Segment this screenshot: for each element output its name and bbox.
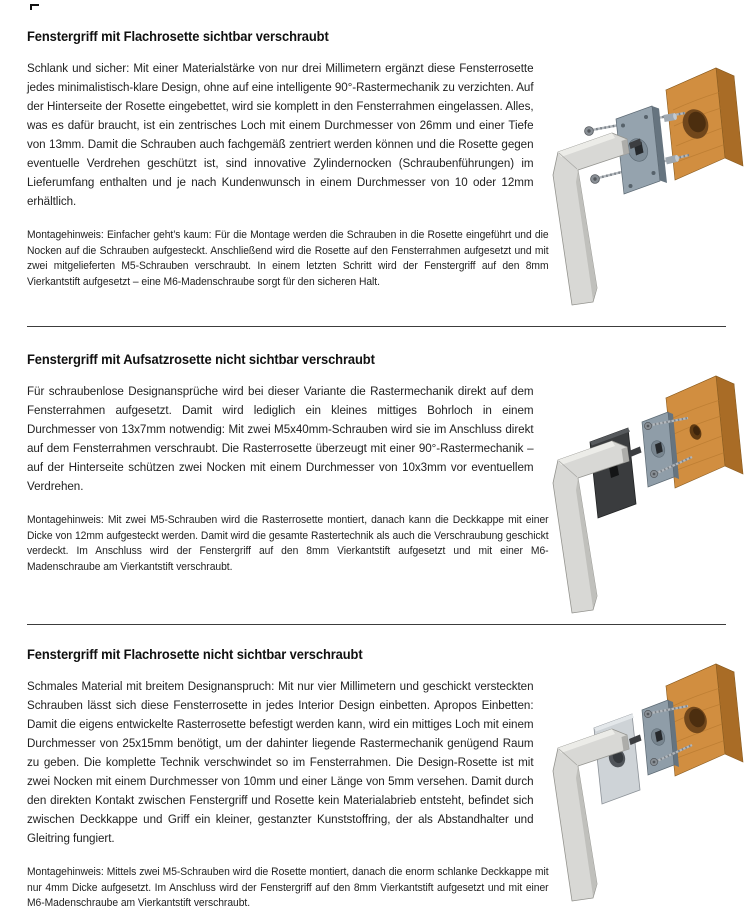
section-divider <box>27 326 726 327</box>
exploded-view-illustration-3 <box>536 652 746 912</box>
montage-note: Montagehinweis: Einfacher geht’s kaum: Für die Montage werden die Schrauben in die Rosette eingeführt und die Nocken auf die Schrauben aufgesteckt. Anschließend wird die Rosette auf den Fensterrahmen aufgesetzt und mit zwei mitgelieferten M5-Schrauben verschraubt. In einem letzten Schritt wird der Fenstergriff auf den 8mm Vierkantstift aufgesetzt – eine M6-Madenschraube sorgt für den sicheren Halt. <box>27 229 549 288</box>
page-corner-mark <box>30 4 39 10</box>
section-heading: Fenstergriff mit Flachrosette sichtbar verschraubt <box>27 29 329 44</box>
exploded-view-aufsatzrosette <box>536 364 746 624</box>
section-body: Für schraubenlose Designansprüche wird bei dieser Variante die Rastermechanik direkt auf dem Fensterrahmen aufgesetzt. Damit wird lediglich ein kleines mittiges Bohrloch in einem Durchmesser von 13x7mm notwendig: Mit zwei M5x40mm-Schrauben wird sie im Anschluss direkt auf dem Fensterrahmen verschraubt. Die Rasterrosette überzeugt mit einer 90°-Rastermechanik – auf der Hinterseite schützen zwei Nocken mit einem Durchmesser von 10x3mm vor eventuellem Verdrehen. <box>27 384 534 493</box>
exploded-view-illustration-1 <box>536 56 746 316</box>
window-handle <box>553 133 629 305</box>
square-spindle <box>629 447 642 458</box>
exploded-view-flachrosette-unsichtbar <box>536 652 746 912</box>
exploded-view-illustration-2 <box>536 364 746 624</box>
section-divider <box>27 624 726 625</box>
section-body: Schmales Material mit breitem Designanspruch: Mit nur vier Millimetern und geschickt versteckten Schrauben lässt sich diese Fensterrosette in jedes Interior Design einbetten. Apropos Einbetten: Damit die eigens entwickelte Rasterrosette befestigt werden kann, wird ein mittiges Loch mit einem Durchmesser von 25x15mm benötigt, um der dahinter liegende Rastermechanik genügend Raum zu geben. Die komplette Technik verschwindet so im Fensterrahmen. Die Design-Rosette ist mit zwei Nocken mit einem Durchmesser von 10mm und einer Länge von 5mm versehen. Damit durch den direkten Kontakt zwischen Fenstergriff und Rosette kein Materialabrieb entsteht, befindet sich zwischen Deckkappe und Griff ein kleiner, gestanzter Kunststoffring, der als Abstandhalter und Gleitring fungiert. <box>27 679 534 845</box>
section-heading: Fenstergriff mit Flachrosette nicht sichtbar verschraubt <box>27 647 363 662</box>
section-body: Schlank und sicher: Mit einer Materialstärke von nur drei Millimetern ergänzt diese Fensterrosette jedes minimalistisch-klare Design, ohne auf eine intelligente 90°-Rastermechanik zu verzichten. Auf der Hinterseite der Rosette eingebettet, wird sie komplett in den Fensterrahmen eingelassen. Alles, was es dafür braucht, ist ein zentrisches Loch mit einem Durchmesser von 26mm und einer Tiefe von 13mm. Damit die Schrauben auch fachgemäß zentriert werden können und die Rosette gegen eventuelle Verdrehen geschützt ist, sind innovative Zylindernocken (Schraubenführungen) im Lieferumfang enthalten und je nach Kundenwunsch in einem Durchmesser von 10 oder 12mm erhältlich. <box>27 61 534 208</box>
window-frame-block <box>666 68 743 180</box>
cover-cap-light <box>594 714 640 804</box>
exploded-view-flachrosette-sichtbar <box>536 56 746 316</box>
section-heading: Fenstergriff mit Aufsatzrosette nicht sichtbar verschraubt <box>27 352 375 367</box>
montage-note: Montagehinweis: Mit zwei M5-Schrauben wird die Rasterrosette montiert, danach kann die Deckkappe mit einer Dicke von 12mm aufgesteckt werden. Damit wird die gesamte Rastertechnik als auch die Verschraubung geschickt verdeckt. Im Anschluss wird der Fenstergriff auf den 8mm Vierkantstift aufgesetzt und mit einer M6-Madenschraube am Vierkantstift verschraubt. <box>27 514 549 573</box>
montage-note: Montagehinweis: Mittels zwei M5-Schrauben wird die Rosette montiert, danach die enorm schlanke Deckkappe mit nur 4mm Dicke aufgesetzt. Im Anschluss wird der Fenstergriff auf den 8mm Vierkantstift aufgesetzt und mit einer M6-Madenschraube am Vierkantstift verschraubt. <box>27 866 549 910</box>
